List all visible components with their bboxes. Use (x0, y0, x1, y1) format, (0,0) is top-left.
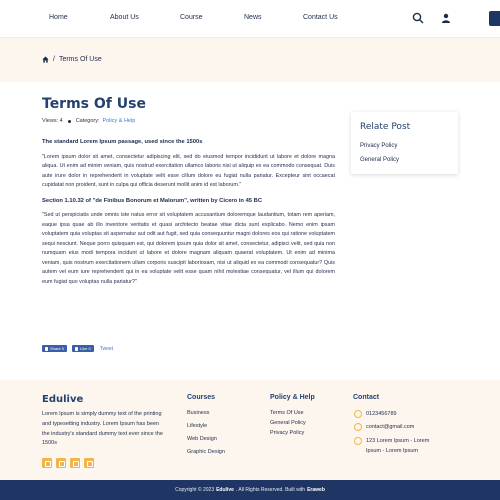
breadcrumb (42, 56, 102, 63)
footer-policy-terms[interactable]: Terms Of Use (270, 410, 304, 416)
mail-icon (354, 423, 362, 431)
nav-home[interactable]: Home (49, 14, 68, 21)
nav-contact[interactable]: Contact Us (303, 14, 338, 21)
footer-policy-title: Policy & Help (270, 394, 315, 401)
facebook-share-button[interactable] (42, 345, 67, 352)
page-title: Terms Of Use (42, 96, 146, 112)
article-body (42, 138, 335, 293)
meta-dot (68, 120, 71, 123)
phone-icon (354, 410, 362, 418)
social-links (42, 458, 94, 468)
instagram-icon[interactable] (56, 458, 66, 468)
location-icon (354, 437, 362, 445)
footer-address-line2: Ipsum - Lorem Ipsum (366, 448, 418, 454)
breadcrumb-band (0, 38, 500, 82)
tweet-button[interactable]: Tweet (99, 345, 114, 352)
footer-brand: Edulive (42, 394, 84, 405)
home-icon[interactable] (42, 56, 49, 63)
footer-phone[interactable]: 0123456789 (366, 411, 397, 417)
footer-description: Lorem Ipsum is simply dummy text of the printing and typesetting industry. Lorem Ipsum has been the industry's standard dummy text ever since the 1500s (42, 411, 163, 447)
section-heading-2: Section 1.10.32 of "de Finibus Bonorum et Malorum", written by Cicero in 45 BC (42, 197, 263, 204)
category-label: Category: (75, 118, 100, 124)
linkedin-icon[interactable] (84, 458, 94, 468)
category-link[interactable]: Policy & Help (102, 118, 136, 124)
copyright-builder[interactable]: Eraweb (307, 487, 325, 493)
thumbs-up-icon (75, 347, 78, 351)
breadcrumb-current: Terms Of Use (58, 56, 102, 63)
footer-email[interactable]: contact@gmail.com (366, 424, 415, 430)
facebook-like-button[interactable] (72, 345, 94, 352)
breadcrumb-separator: / (53, 56, 55, 63)
footer-policy-privacy[interactable]: Privacy Policy (270, 430, 305, 436)
facebook-icon[interactable] (42, 458, 52, 468)
search-icon[interactable] (412, 12, 424, 24)
nav-about[interactable]: About Us (110, 14, 139, 21)
footer-course-graphic[interactable]: Graphic Design (187, 449, 225, 455)
copyright-prefix: Copyright © 2023 (175, 487, 215, 493)
copyright-mid: . All Rights Reserved. Built with (235, 487, 306, 493)
related-post-general[interactable]: General Policy (360, 157, 400, 163)
footer-address-line1: 123 Lorem Ipsum - Lorem (366, 438, 430, 444)
related-posts (351, 112, 458, 174)
footer-policy-general[interactable]: General Policy (270, 420, 306, 426)
footer-course-webdesign[interactable]: Web Design (187, 436, 217, 442)
user-icon[interactable] (441, 13, 451, 23)
footer-course-lifestyle[interactable]: Lifestyle (187, 423, 208, 429)
footer (0, 380, 500, 480)
nav-news[interactable]: News (244, 14, 262, 21)
related-post-privacy[interactable]: Privacy Policy (360, 143, 398, 149)
paragraph-1: "Lorem ipsum dolor sit amet, consectetur adipiscing elit, sed do eiusmod tempor incididunt ut labore et dolore magna aliqua. Ut enim ad minim veniam, quis nostrud exercitation ullamco laboris nisi ut aliquip ex ea commodo consequat. Duis aute irure dolor in reprehenderit in voluptate velit esse cillum dolore eu fugiat nulla pariatur. Excepteur sint occaecat cupidatat non proident, sunt in culpa qui officia deserunt mollit anim id est laborum." (42, 153, 335, 188)
email-icon[interactable] (70, 458, 80, 468)
footer-course-business[interactable]: Business (187, 410, 210, 416)
facebook-like-label: Like 0 (80, 346, 91, 351)
section-heading-1: The standard Lorem Ipsum passage, used since the 1500s (42, 139, 203, 145)
footer-courses-title: Courses (187, 394, 216, 401)
top-nav (0, 0, 500, 38)
menu-button[interactable] (489, 11, 500, 26)
nav-course[interactable]: Course (180, 14, 203, 21)
footer-contact-title: Contact (353, 394, 380, 401)
facebook-icon (45, 347, 48, 351)
views-count: Views: 4 (42, 118, 63, 124)
post-meta (42, 118, 135, 124)
facebook-share-label: Share 0 (50, 346, 65, 351)
share-bar (42, 345, 113, 352)
paragraph-2: "Sed ut perspiciatis unde omnis iste natus error sit voluptatem accusantium doloremque laudantium, totam rem aperiam, eaque ipsa quae ab illo inventore veritatis et quasi architecto beatae vitae dicta sunt explicabo. Nemo enim ipsam voluptatem quia voluptas sit aspernatur aut odit aut fugit, sed quia consequuntur magni dolores eos qui ratione voluptatem sequi nesciunt. Neque porro quisquam est, qui dolorem ipsum quia dolor sit amet, consectetur, adipisci velit, sed quia non numquam eius modi tempora incidunt ut labore et dolore magnam aliquam quaerat voluptatem. Ut enim ad minima veniam, quis nostrum exercitationem ullam corporis suscipit laboriosam, nisi ut aliquid ex ea commodi consequatur? Quis autem vel eum iure reprehenderit qui in ea voluptate velit esse quam nihil molestiae consequatur, vel illum qui dolorem eum fugiat quo voluptas nulla pariatur?" (42, 212, 335, 285)
copyright-brand[interactable]: Edulive (216, 487, 234, 493)
copyright-bar (0, 480, 500, 500)
related-posts-title: Relate Post (360, 122, 411, 132)
